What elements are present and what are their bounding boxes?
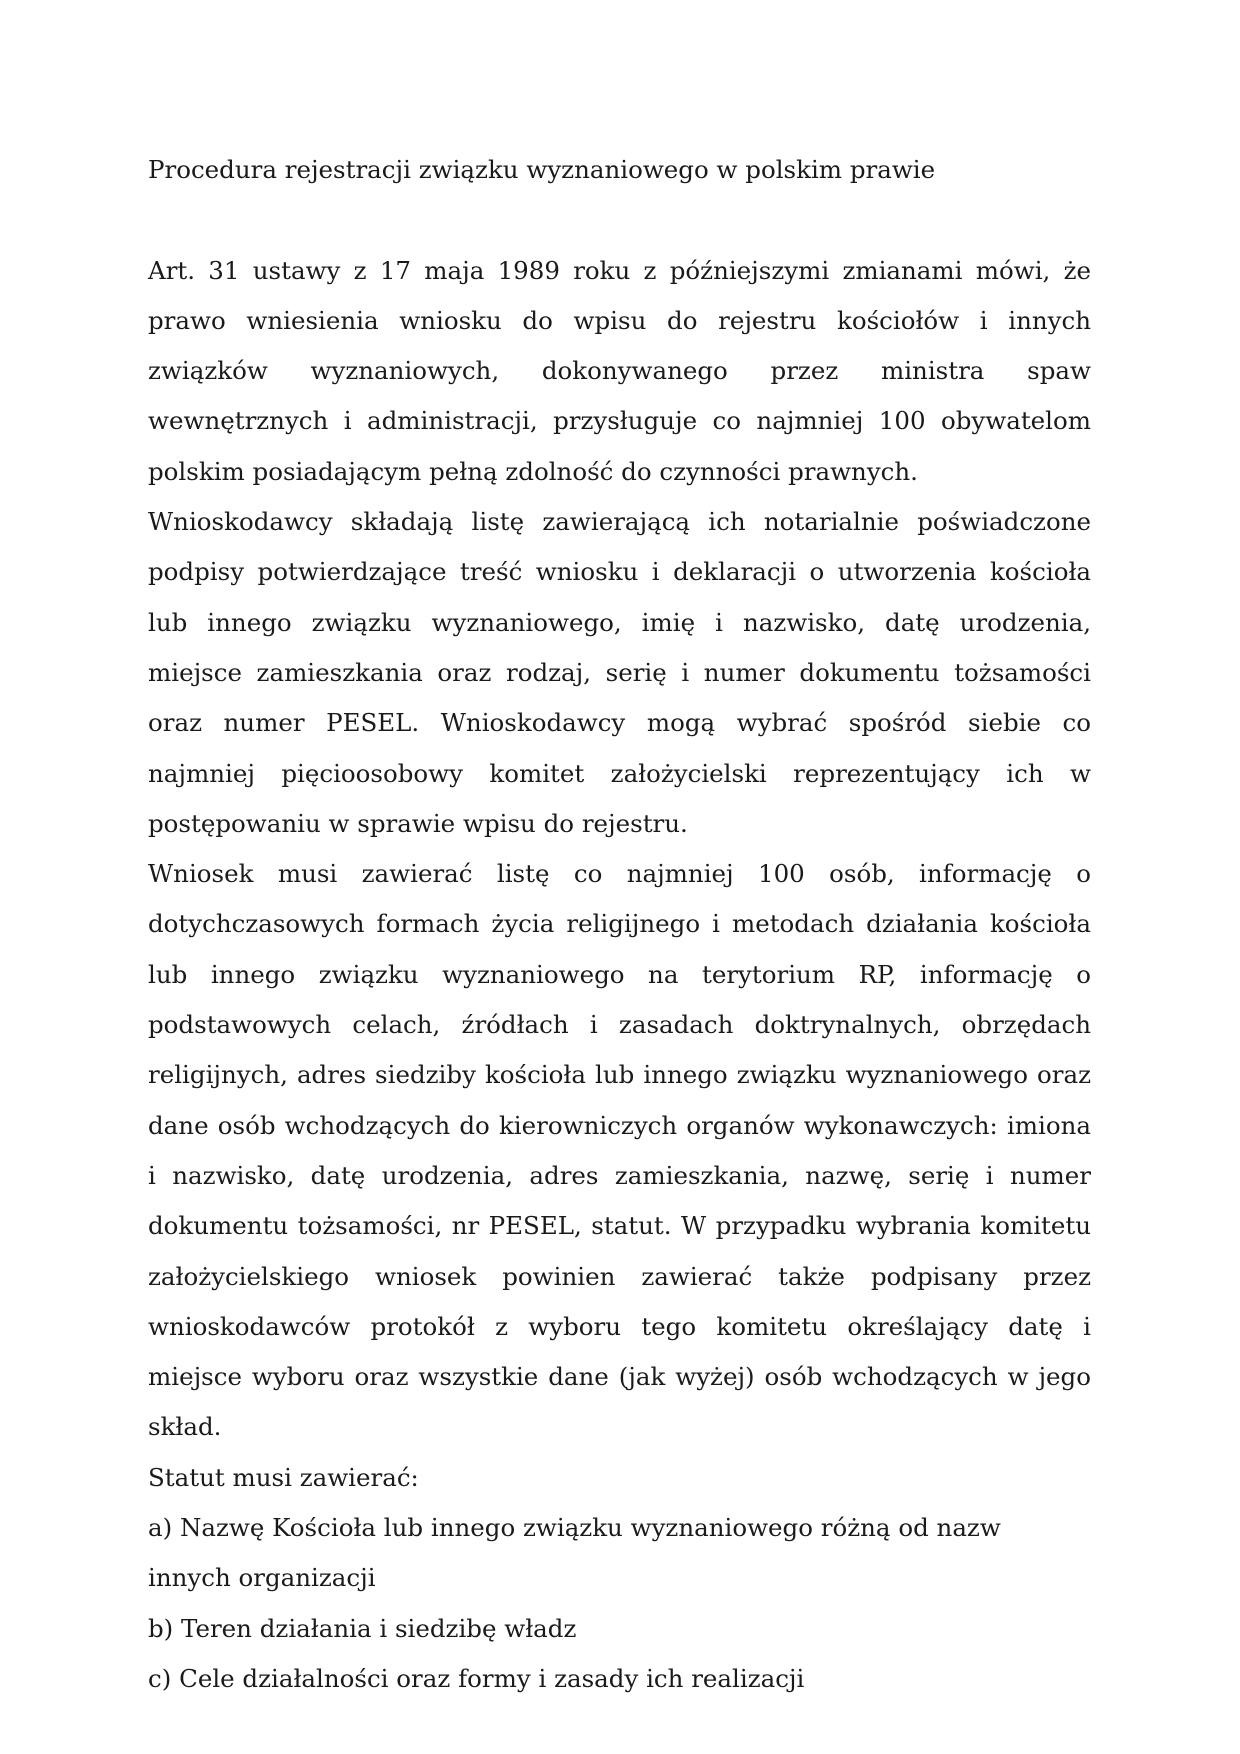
list-item: c) Cele działalności oraz formy i zasady ich realizacji <box>148 1663 805 1693</box>
paragraph-statute-intro: Statut musi zawierać: <box>148 1462 419 1492</box>
statute-requirements-list <box>148 1503 1091 1704</box>
paragraph-applicants: Wnioskodawcy składają listę zawierającą ich notarialnie poświadczone podpisy potwierdzające treść wniosku i deklaracji o utworzenia kościoła lub innego związku wyznaniowego, imię i nazwisko, datę urodzenia, miejsce zamieszkania oraz rodzaj, serię i numer dokumentu tożsamości oraz numer PESEL. Wnioskodawcy mogą wybrać spośród siebie co najmniej pięcioosobowy komitet założycielski reprezentujący ich w postępowaniu w sprawie wpisu do rejestru. <box>148 507 1091 838</box>
document-body <box>148 145 1091 1704</box>
paragraph-art-31: Art. 31 ustawy z 17 maja 1989 roku z późniejszymi zmianami mówi, że prawo wniesienia wniosku do wpisu do rejestru kościołów i innych związków wyznaniowych, dokonywanego przez ministra spaw wewnętrznych i administracji, przysługuje co najmniej 100 obywatelom polskim posiadającym pełną zdolność do czynności prawnych. <box>148 255 1091 486</box>
document-title: Procedura rejestracji związku wyznaniowego w polskim prawie <box>148 155 936 184</box>
paragraph-application-contents: Wniosek musi zawierać listę co najmniej 100 osób, informację o dotychczasowych formach życia religijnego i metodach działania kościoła lub innego związku wyznaniowego na terytorium RP, informację o podstawowych celach, źródłach i zasadach doktrynalnych, obrzędach religijnych, adres siedziby kościoła lub innego związku wyznaniowego oraz dane osób wchodzących do kierowniczych organów wykonawczych: imiona i nazwisko, datę urodzenia, adres zamieszkania, nazwę, serię i numer dokumentu tożsamości, nr PESEL, statut. W przypadku wybrania komitetu założycielskiego wniosek powinien zawierać także podpisany przez wnioskodawców protokół z wyboru tego komitetu określający datę i miejsce wyboru oraz wszystkie dane (jak wyżej) osób wchodzących w jego skład. <box>148 859 1091 1442</box>
list-item: b) Teren działania i siedzibę władz <box>148 1613 577 1643</box>
title-spacer <box>148 195 1091 245</box>
list-item: a) Nazwę Kościoła lub innego związku wyznaniowego różną od nazw innych organizacji <box>148 1513 1001 1593</box>
